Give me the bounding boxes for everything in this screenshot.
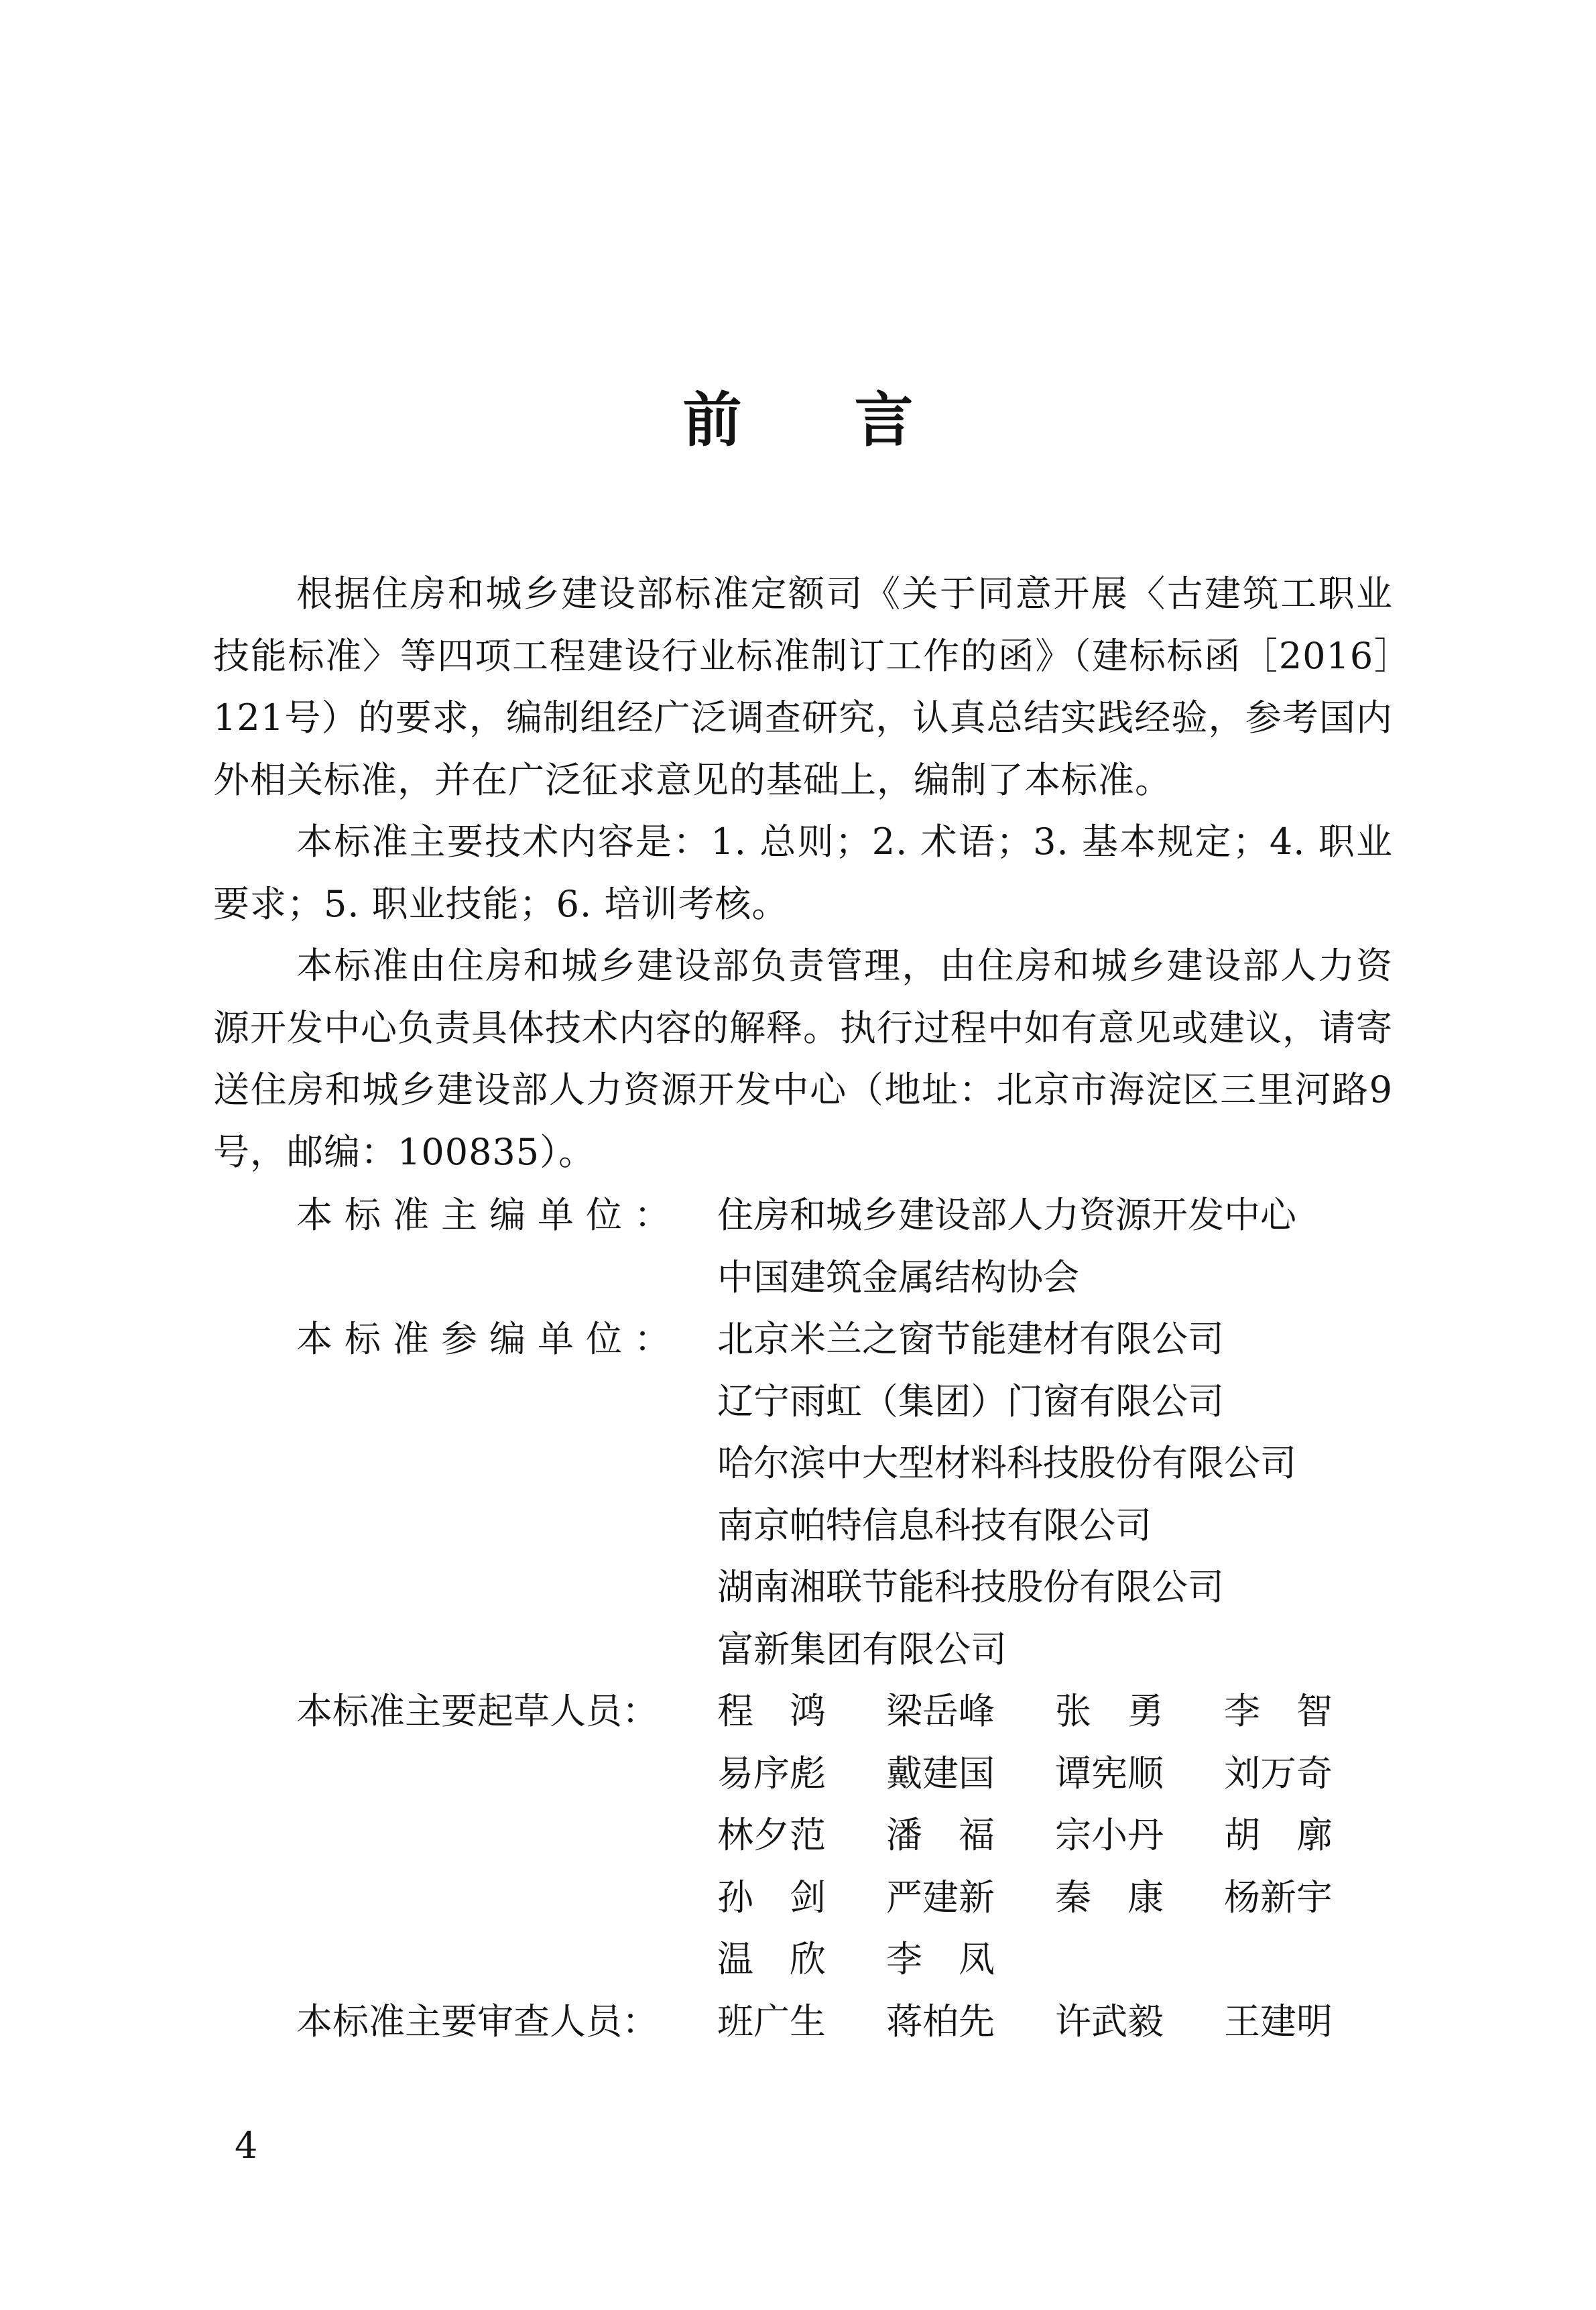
drafters-grid [717,1681,1393,1991]
drafter-name: 梁岳峰 [886,1690,995,1732]
drafter-name: 杨新宇 [1224,1876,1333,1919]
page-title [0,383,1596,457]
participating-unit-item: 南京帕特信息科技有限公司 [717,1504,1152,1546]
drafter-name: 戴建国 [886,1752,995,1795]
drafter-name: 温 欣 [717,1938,826,1980]
drafter-name: 刘万奇 [1224,1752,1333,1795]
drafter-name: 易序彪 [717,1752,826,1795]
drafters-label: 本标准主要起草人员： [296,1690,658,1732]
participating-units-list [717,1309,1393,1681]
chief-units-label: 本标准主编单位： [296,1194,682,1236]
participating-unit-item: 北京米兰之窗节能建材有限公司 [717,1318,1224,1360]
paragraph-contents: 本标准主要技术内容是：1. 总则；2. 术语；3. 基本规定；4. 职业要求；5. 职业技能；6. 培训考核。 [213,820,1393,925]
drafter-name: 孙 剑 [717,1876,826,1919]
participating-unit-item: 湖南湘联节能科技股份有限公司 [717,1566,1224,1608]
drafter-name: 李 凤 [886,1938,995,1980]
title-char-1: 前 [682,385,742,454]
participating-unit-item: 哈尔滨中大型材料科技股份有限公司 [717,1442,1296,1484]
reviewer-name: 许武毅 [1055,2000,1164,2043]
reviewer-name: 班广生 [717,2000,826,2043]
drafter-name: 张 勇 [1055,1690,1164,1732]
reviewer-name: 蒋柏先 [886,2000,995,2043]
participating-units-label: 本标准参编单位： [296,1318,682,1360]
page-number: 4 [235,2124,258,2167]
drafter-name: 林夕范 [717,1814,826,1856]
chief-unit-item: 住房和城乡建设部人力资源开发中心 [717,1194,1296,1236]
drafter-name: 潘 福 [886,1814,995,1856]
reviewers-label: 本标准主要审查人员： [296,2000,658,2043]
chief-units-row [213,1184,1393,1309]
reviewers-row [213,1991,1393,2053]
reviewers-grid [717,1991,1393,2053]
chief-unit-item: 中国建筑金属结构协会 [717,1256,1079,1298]
drafters-row [213,1681,1393,1991]
drafter-name: 宗小丹 [1055,1814,1164,1856]
chief-units-list [717,1184,1393,1309]
participating-unit-item: 辽宁雨虹（集团）门窗有限公司 [717,1380,1224,1422]
drafter-name: 程 鸿 [717,1690,826,1732]
drafter-name: 谭宪顺 [1055,1752,1164,1795]
reviewer-name: 王建明 [1224,2000,1333,2043]
preface-body [213,563,1393,1183]
drafter-name: 严建新 [886,1876,995,1919]
title-char-2: 言 [854,385,914,454]
drafter-name: 秦 康 [1055,1876,1164,1919]
credits-section [213,1184,1393,2053]
participating-unit-item: 富新集团有限公司 [717,1628,1007,1670]
paragraph-management: 本标准由住房和城乡建设部负责管理，由住房和城乡建设部人力资源开发中心负责具体技术内容的解释。执行过程中如有意见或建议，请寄送住房和城乡建设部人力资源开发中心（地址：北京市海淀区三里河路9号，邮编：100835）。 [213,945,1393,1173]
drafter-name: 李 智 [1224,1690,1333,1732]
paragraph-background: 根据住房和城乡建设部标准定额司《关于同意开展〈古建筑工职业技能标准〉等四项工程建设行业标准制订工作的函》（建标标函［2016］121号）的要求，编制组经广泛调查研究，认真总结实践经验，参考国内外相关标准，并在广泛征求意见的基础上，编制了本标准。 [213,572,1393,801]
participating-units-row [213,1309,1393,1681]
drafter-name: 胡 廓 [1224,1814,1333,1856]
